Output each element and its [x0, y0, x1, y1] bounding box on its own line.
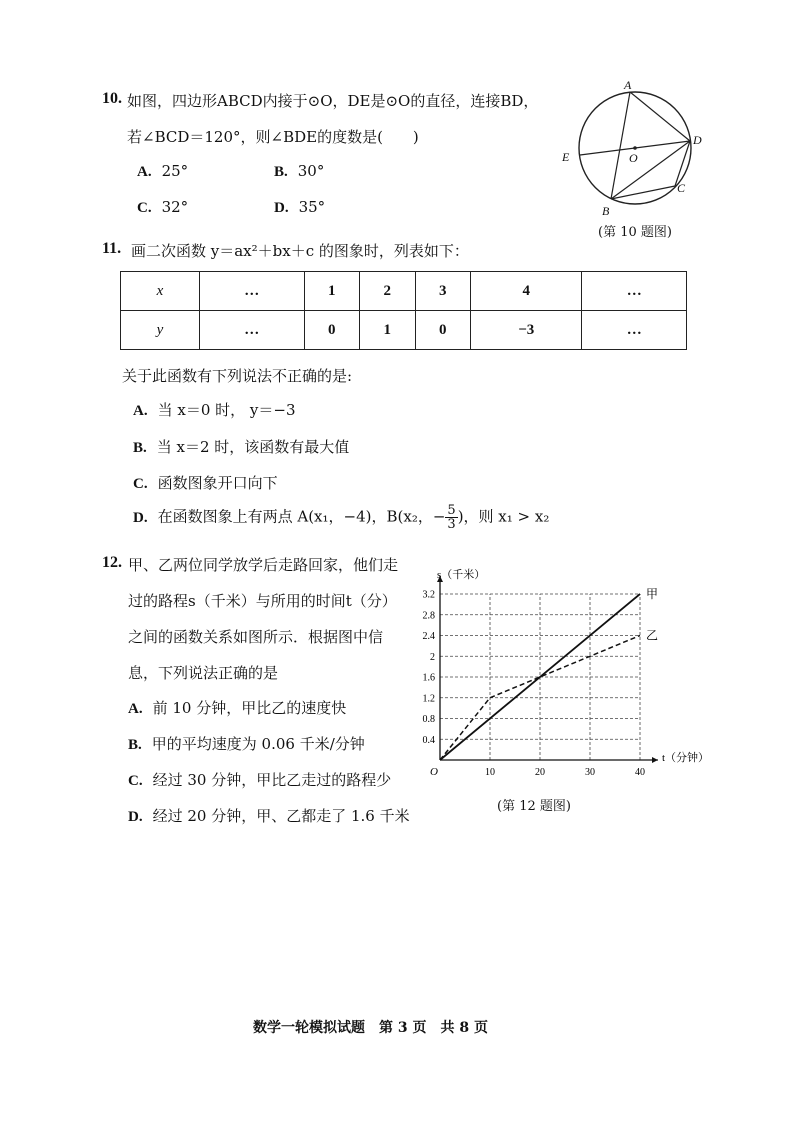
q12-line-chart: [410, 562, 710, 792]
table-cell: 0: [304, 311, 360, 350]
option-label: C.: [128, 773, 143, 789]
table-cell: x: [121, 272, 200, 311]
q10-option-d: [274, 198, 325, 217]
option-label: D.: [133, 509, 148, 526]
table-cell: 0: [415, 311, 471, 350]
q12-number: 12.: [102, 554, 122, 571]
table-cell: 1: [360, 311, 416, 350]
q11-option-d: [133, 504, 549, 531]
q12-option-b: [128, 733, 365, 754]
q12-option-d: [128, 805, 410, 826]
q11-question: 关于此函数有下列说法不正确的是:: [122, 367, 353, 385]
table-row-x: [121, 272, 687, 311]
option-label: B.: [133, 440, 147, 456]
y-tick-label: 0.4: [422, 734, 435, 746]
series-label-1: 甲: [646, 587, 659, 601]
q12-stem-line1: 甲、乙两位同学放学后走路回家，他们走: [128, 556, 399, 574]
point-label-e: E: [562, 150, 570, 164]
q11-option-b: [133, 436, 349, 457]
y-tick-label: 1.2: [422, 693, 435, 705]
option-label: D.: [128, 809, 143, 825]
point-label-c: C: [677, 181, 686, 195]
table-cell: 1: [304, 272, 360, 311]
q12-option-c: [128, 769, 391, 790]
table-cell: −3: [471, 311, 582, 350]
option-text: 当 x＝0 时， y＝−3: [157, 401, 296, 419]
option-label: A.: [137, 164, 152, 180]
table-cell: 4: [471, 272, 582, 311]
option-text-before: 在函数图象上有两点 A(x₁，−4)，B(x₂，−: [157, 507, 446, 526]
table-row-y: [121, 311, 687, 350]
page-footer: 数学一轮模拟试题 第 3 页 共 8 页: [253, 1020, 488, 1036]
q11-option-c: [133, 472, 278, 493]
option-label: C.: [137, 200, 152, 216]
option-label: A.: [128, 701, 143, 717]
q10-option-c: [137, 198, 188, 217]
segment-ab: [611, 92, 630, 199]
option-text: 前 10 分钟，甲比乙的速度快: [152, 699, 347, 717]
option-text-after: )，则 x₁ > x₂: [457, 507, 550, 526]
origin-label: O: [430, 766, 438, 778]
q10-circle-figure: [555, 78, 715, 220]
option-label: A.: [133, 403, 148, 419]
point-label-a: A: [624, 78, 632, 92]
q11-option-a: [133, 399, 296, 420]
table-cell: 3: [415, 272, 471, 311]
center-dot: [633, 146, 637, 150]
x-tick-label: 20: [535, 767, 545, 778]
y-tick-label: 2: [430, 651, 435, 663]
option-text: 函数图象开口向下: [157, 474, 278, 492]
option-label: B.: [128, 737, 142, 753]
x-tick-label: 40: [635, 767, 645, 778]
q12-option-a: [128, 697, 346, 718]
q10-stem-line1: 如图，四边形ABCD内接于⊙O，DE是⊙O的直径，连接BD，: [127, 92, 539, 110]
y-tick-label: 1.6: [422, 672, 435, 684]
point-label-b: B: [602, 204, 610, 218]
point-label-d: D: [693, 133, 702, 147]
table-cell: …: [582, 311, 687, 350]
q10-option-a: [137, 162, 188, 181]
series-label-2: 乙: [646, 628, 659, 643]
q12-stem-line3: 之间的函数关系如图所示．根据图中信: [128, 628, 384, 646]
table-cell: …: [582, 272, 687, 311]
option-text: 32°: [161, 198, 189, 216]
q11-number: 11.: [102, 240, 122, 257]
q12-stem-line2: 过的路程s（千米）与所用的时间t（分）: [128, 592, 397, 610]
x-axis-arrow: [652, 757, 658, 763]
segment-cd: [675, 141, 690, 186]
q10-stem-line2: 若∠BCD＝120°，则∠BDE的度数是( ): [127, 128, 419, 146]
q10-option-b: [274, 162, 324, 181]
y-tick-label: 2.8: [422, 610, 435, 622]
q11-stem: 画二次函数 y＝ax²＋bx＋c 的图象时，列表如下：: [131, 242, 469, 260]
table-cell: …: [200, 272, 305, 311]
x-axis-label: t（分钟）: [662, 752, 710, 764]
option-text: 当 x＝2 时，该函数有最大值: [156, 438, 350, 456]
option-text: 30°: [297, 162, 325, 180]
q12-stem-line4: 息，下列说法正确的是: [128, 664, 279, 682]
table-cell: 2: [360, 272, 416, 311]
y-tick-label: 2.4: [422, 631, 435, 642]
fraction-numerator: 5: [447, 503, 456, 518]
table-cell: …: [200, 311, 305, 350]
q12-figure-caption: (第 12 题图): [497, 799, 571, 814]
option-label: C.: [133, 476, 148, 492]
q10-figure-caption: (第 10 题图): [598, 225, 672, 240]
y-axis-label: s（千米）: [437, 569, 486, 581]
fraction-denominator: 3: [447, 517, 456, 532]
q11-value-table: [120, 271, 687, 350]
point-label-o: O: [629, 151, 638, 165]
option-text: 经过 30 分钟，甲比乙走过的路程少: [152, 771, 392, 789]
q10-number: 10.: [102, 90, 122, 107]
x-tick-label: 10: [485, 767, 495, 778]
option-text: 35°: [298, 198, 326, 216]
option-label: D.: [274, 200, 289, 216]
fraction: [445, 504, 457, 531]
option-text: 甲的平均速度为 0.06 千米/分钟: [151, 735, 365, 753]
table-cell: y: [121, 311, 200, 350]
y-tick-label: 0.8: [422, 714, 435, 725]
option-text: 经过 20 分钟，甲、乙都走了 1.6 千米: [152, 807, 410, 825]
option-text: 25°: [161, 162, 189, 180]
x-tick-label: 30: [585, 767, 595, 778]
y-tick-label: 3.2: [422, 589, 435, 601]
option-label: B.: [274, 164, 288, 180]
